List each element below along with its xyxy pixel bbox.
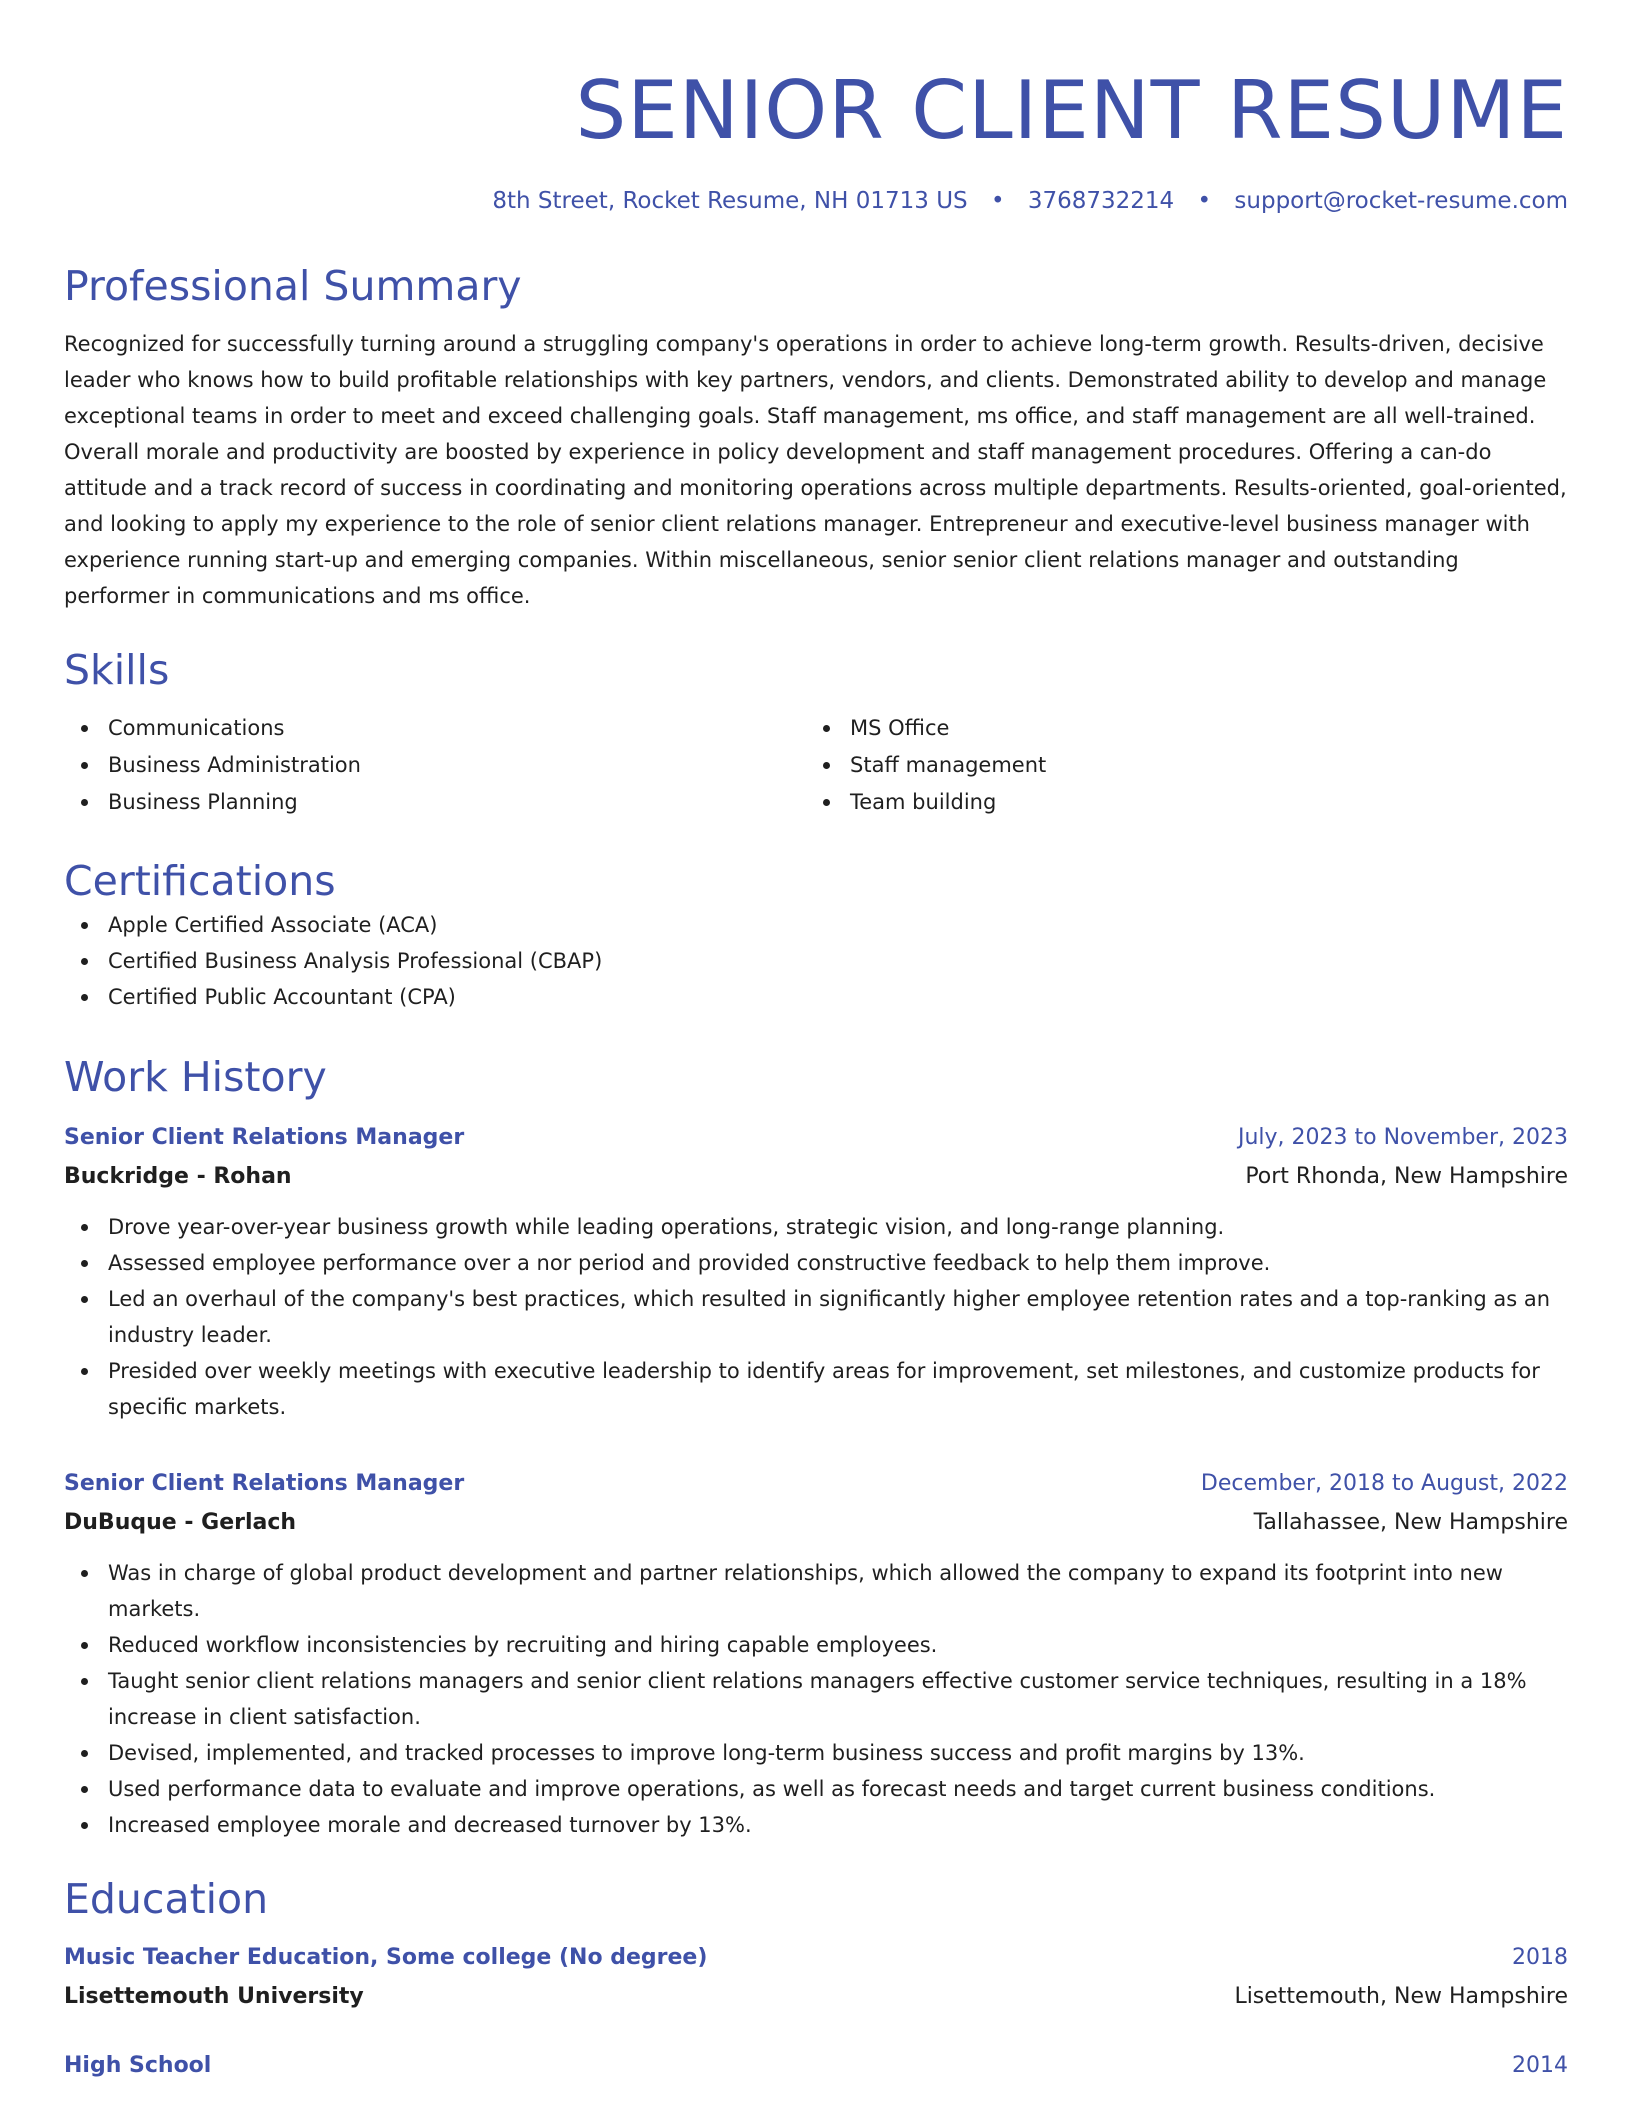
contact-separator: • — [990, 188, 1005, 214]
job-bullet: Presided over weekly meetings with executive leadership to identify areas for improvement, set milestones, and customize products for specific markets. — [64, 1353, 1568, 1425]
job-bullet: Devised, implemented, and tracked processes to improve long-term business success and profit margins by 13%. — [64, 1735, 1568, 1771]
education-year: 2014 — [1512, 2053, 1568, 2078]
job-bullet: Reduced workflow inconsistencies by recruiting and hiring capable employees. — [64, 1627, 1568, 1663]
job-title: Senior Client Relations Manager — [64, 1471, 465, 1496]
education-heading: Education — [64, 1875, 269, 1923]
job-location: Port Rhonda, New Hampshire — [1245, 1164, 1568, 1189]
job-bullet: Increased employee morale and decreased turnover by 13%. — [64, 1807, 1568, 1843]
education-entry — [64, 1939, 1568, 2017]
job-bullets — [64, 1209, 1568, 1425]
job-entry — [64, 1119, 1568, 1425]
skill-item: Staff management — [806, 747, 1548, 784]
resume-header — [64, 56, 1568, 218]
job-entry — [64, 1465, 1568, 1843]
job-bullet: Used performance data to evaluate and improve operations, as well as forecast needs and target current business conditions. — [64, 1771, 1568, 1807]
work-history-heading: Work History — [64, 1053, 327, 1101]
job-title: Senior Client Relations Manager — [64, 1125, 465, 1150]
job-location: Tallahassee, New Hampshire — [1253, 1510, 1568, 1535]
job-company: DuBuque - Gerlach — [64, 1510, 297, 1535]
contact-separator: • — [1197, 188, 1212, 214]
skills-column-right — [806, 710, 1548, 821]
job-bullet: Drove year-over-year business growth while leading operations, strategic vision, and long-range planning. — [64, 1209, 1568, 1245]
job-bullet: Led an overhaul of the company's best practices, which resulted in significantly higher employee retention rates and a top-ranking as an industry leader. — [64, 1281, 1568, 1353]
certification-item: Certified Business Analysis Professional (CBAP) — [64, 943, 1568, 979]
certifications-list — [64, 907, 1568, 1015]
job-bullet: Was in charge of global product development and partner relationships, which allowed the company to expand its footprint into new markets. — [64, 1555, 1568, 1627]
education-year: 2018 — [1512, 1945, 1568, 1970]
contact-line — [64, 184, 1568, 218]
certification-item: Certified Public Accountant (CPA) — [64, 979, 1568, 1015]
education-degree: High School — [64, 2053, 212, 2078]
contact-address: 8th Street, Rocket Resume, NH 01713 US — [492, 188, 968, 214]
job-bullets — [64, 1555, 1568, 1843]
contact-email: support@rocket-resume.com — [1234, 188, 1568, 214]
skills-grid — [64, 710, 1568, 821]
skill-item: MS Office — [806, 710, 1548, 747]
candidate-name: SENIOR CLIENT RESUME — [575, 64, 1568, 157]
skill-item: Business Administration — [64, 747, 806, 784]
certification-item: Apple Certified Associate (ACA) — [64, 907, 1568, 943]
education-entry — [64, 2047, 1568, 2085]
summary-heading: Professional Summary — [64, 262, 522, 310]
certifications-heading: Certifications — [64, 857, 336, 905]
job-company: Buckridge - Rohan — [64, 1164, 292, 1189]
job-bullet: Assessed employee performance over a nor period and provided constructive feedback to help them improve. — [64, 1245, 1568, 1281]
skills-heading: Skills — [64, 646, 170, 694]
contact-phone: 3768732214 — [1027, 188, 1175, 214]
education-school: Lisettemouth University — [64, 1984, 364, 2009]
job-dates: December, 2018 to August, 2022 — [1200, 1471, 1568, 1496]
job-dates: July, 2023 to November, 2023 — [1237, 1125, 1568, 1150]
job-bullet: Taught senior client relations managers and senior client relations managers effective customer service techniques, resulting in a 18% increase in client satisfaction. — [64, 1663, 1568, 1735]
education-location: Lisettemouth, New Hampshire — [1234, 1984, 1568, 2009]
skill-item: Business Planning — [64, 784, 806, 821]
skill-item: Team building — [806, 784, 1548, 821]
skills-column-left — [64, 710, 806, 821]
education-degree: Music Teacher Education, Some college (No degree) — [64, 1945, 708, 1970]
summary-text: Recognized for successfully turning around a struggling company's operations in order to achieve long-term growth. Results-driven, decisive leader who knows how to build profitable relationships with key partners, vendors, and clients. Demonstrated ability to develop and manage exceptional teams in order to meet and exceed challenging goals. Staff management, ms office, and staff management are all well-trained. Overall morale and productivity are boosted by experience in policy development and staff management procedures. Offering a can-do attitude and a track record of success in coordinating and monitoring operations across multiple departments. Results-oriented, goal-oriented, and looking to apply my experience to the role of senior client relations manager. Entrepreneur and executive-level business manager with experience running start-up and emerging companies. Within miscellaneous, senior senior client relations manager and outstanding performer in communications and ms office. — [64, 332, 1567, 608]
skill-item: Communications — [64, 710, 806, 747]
